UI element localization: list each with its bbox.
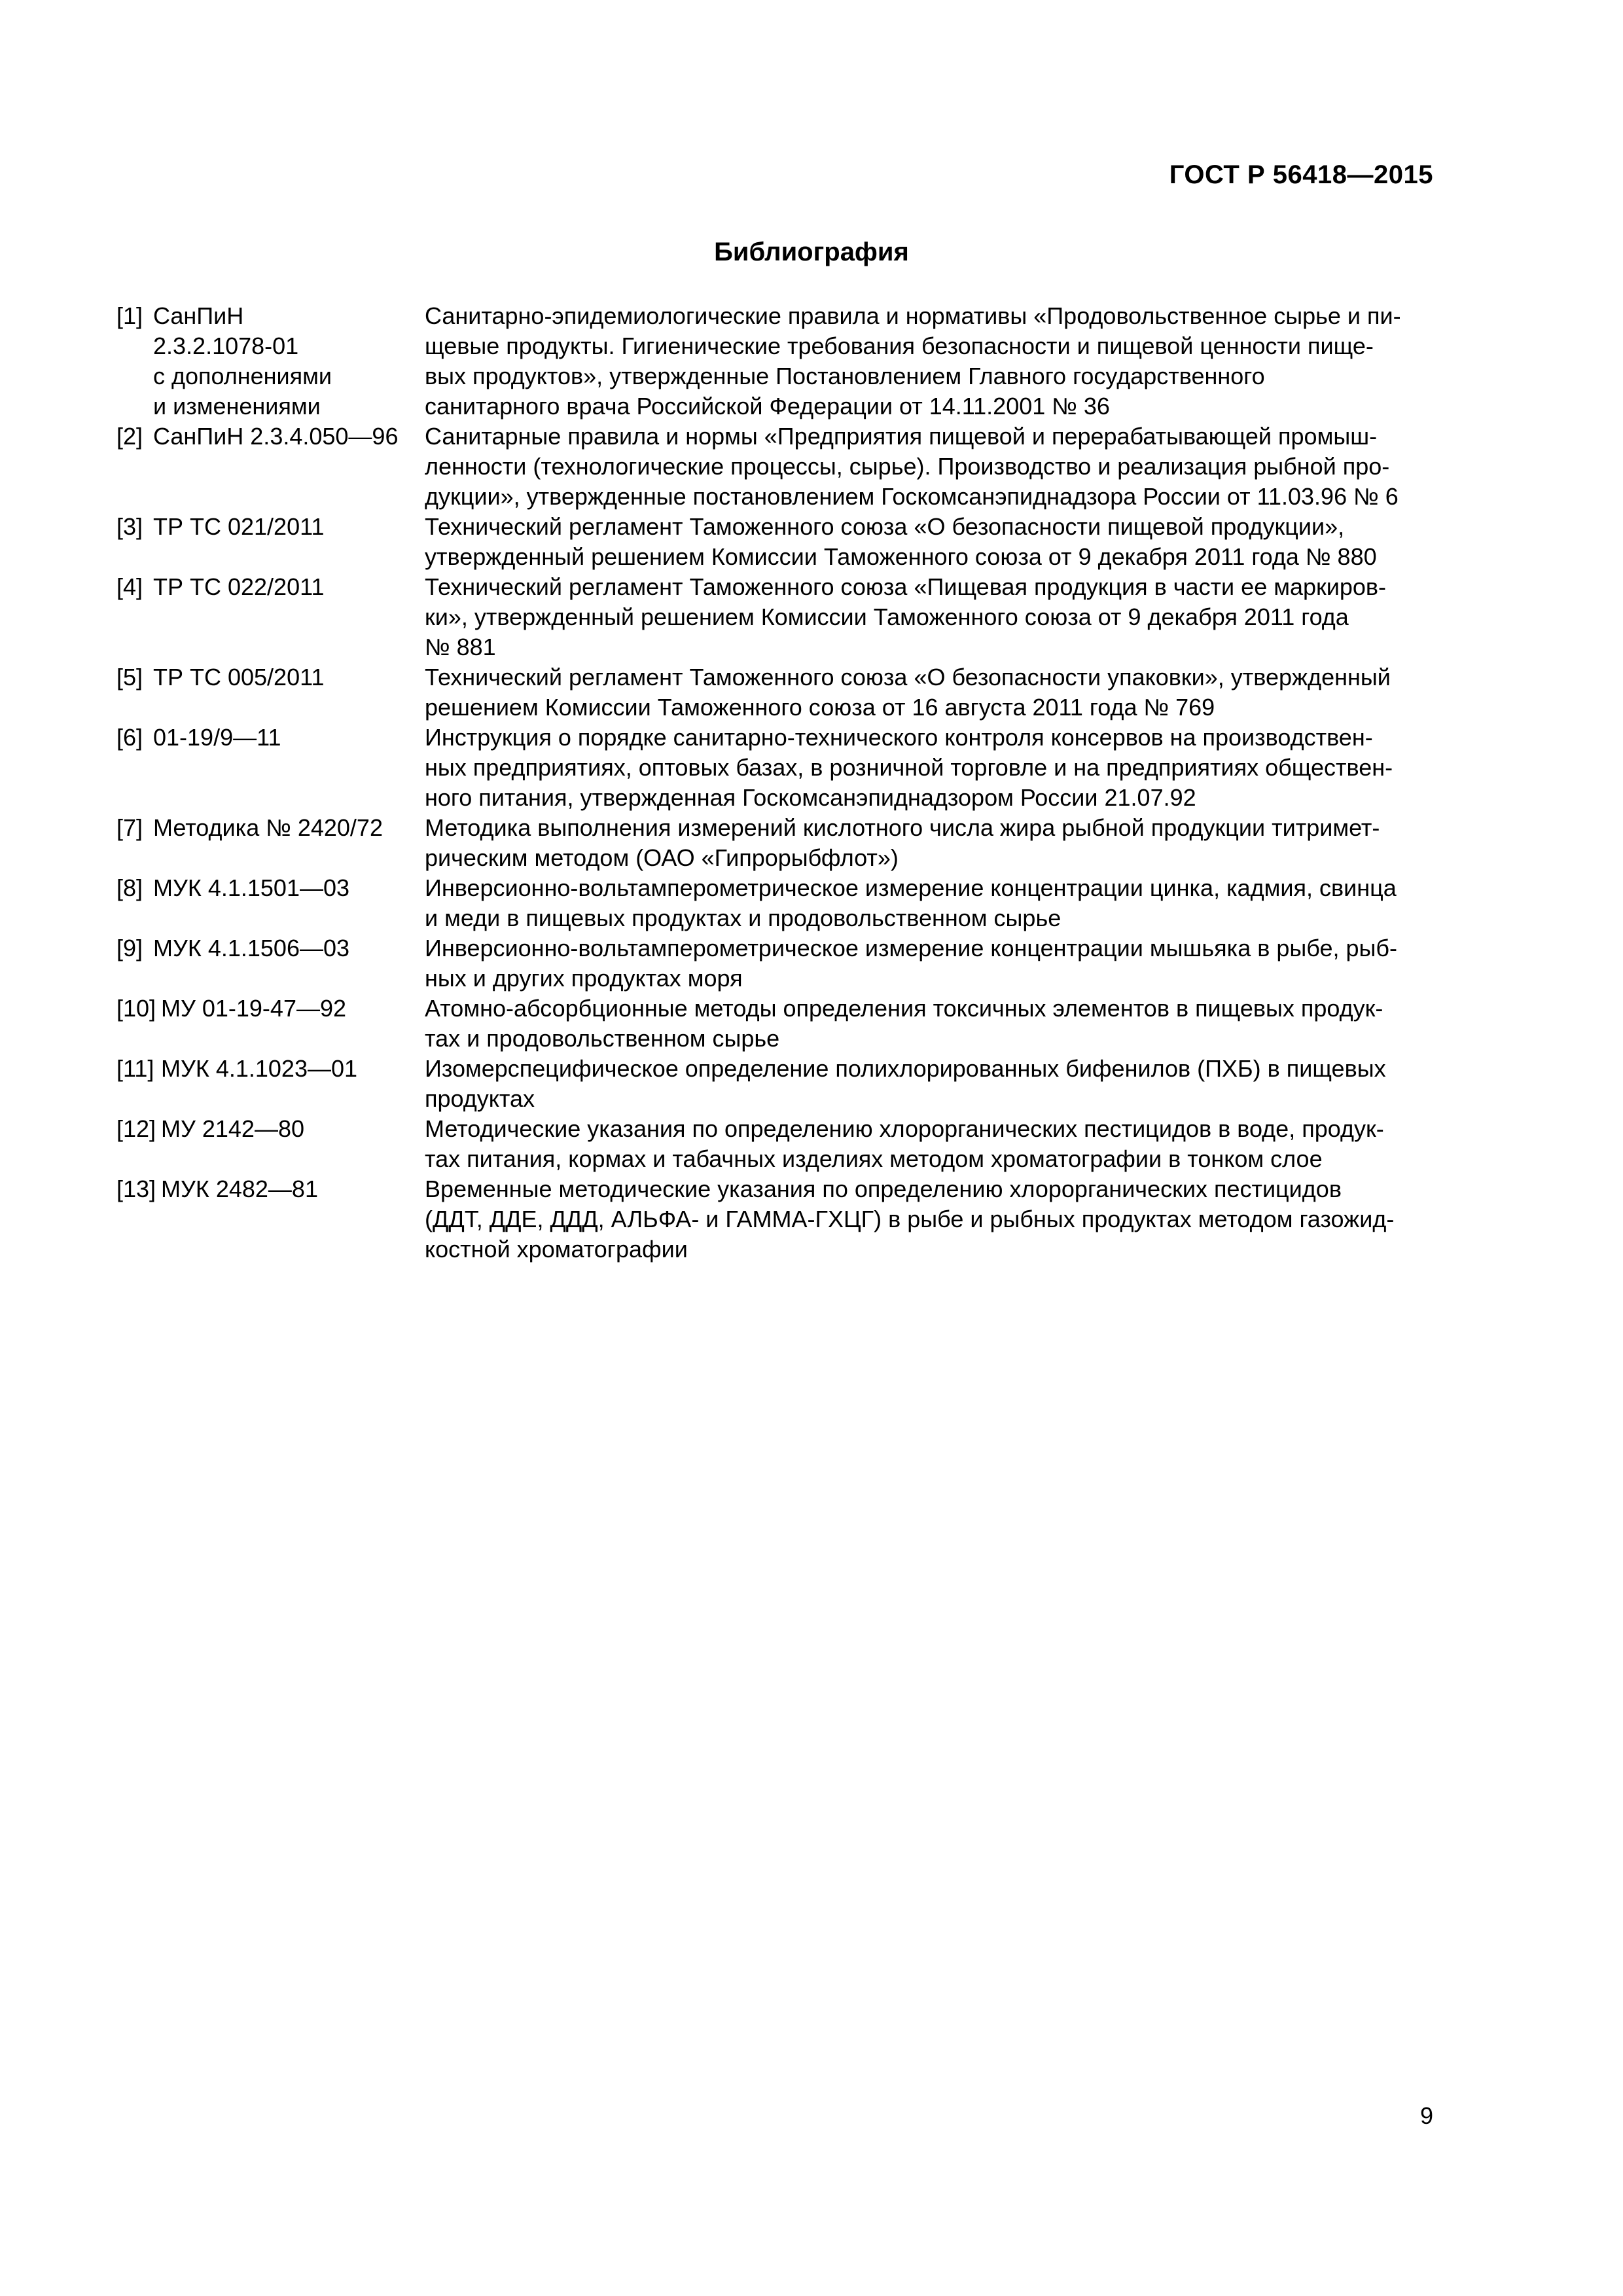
entry-number: [7]: [116, 814, 143, 841]
entry-number: [12]: [116, 1115, 156, 1142]
bibliography-entry: [116, 662, 1445, 723]
entry-number: [13]: [116, 1175, 156, 1202]
entry-description: Атомно-абсорбционные методы определения токсичных элементов в пищевых продук- тах и продовольственном сырье: [425, 995, 1383, 1052]
bibliography-entry: [116, 813, 1445, 873]
entry-designation: МУК 4.1.1023—01: [161, 1055, 358, 1082]
bibliography-entry: [116, 512, 1445, 572]
entry-number: [2]: [116, 423, 143, 450]
entry-number: [10]: [116, 995, 156, 1022]
bibliography-list: [116, 301, 1445, 1265]
entry-description: Технический регламент Таможенного союза «О безопасности пищевой продукции», утвержденный решением Комиссии Таможенного союза от 9 декабря 2011 года № 880: [425, 513, 1377, 570]
entry-description: Технический регламент Таможенного союза «Пищевая продукция в части ее маркиров- ки», утвержденный решением Комиссии Таможенного союза от 9 декабря 2011 года № 881: [425, 573, 1387, 660]
bibliography-entry: [116, 1054, 1445, 1114]
entry-description: Инструкция о порядке санитарно-технического контроля консервов на производствен- ных предприятиях, оптовых базах, в розничной торговле и на предприятиях обществен- ного питания, утвержденная Госкомсанэпиднадзором России 21.07.92: [425, 724, 1393, 811]
entry-description: Инверсионно-вольтамперометрическое измерение концентрации мышьяка в рыбе, рыб- ных и других продуктах моря: [425, 935, 1397, 992]
entry-description: Технический регламент Таможенного союза «О безопасности упаковки», утвержденный решением Комиссии Таможенного союза от 16 августа 2011 года № 769: [425, 664, 1391, 721]
entry-description: Методические указания по определению хлорорганических пестицидов в воде, продук- тах питания, кормах и табачных изделиях методом хроматографии в тонком слое: [425, 1115, 1384, 1172]
entry-description: Методика выполнения измерений кислотного числа жира рыбной продукции титримет- рическим методом (ОАО «Гипрорыбфлот»): [425, 814, 1380, 871]
entry-designation: ТР ТС 022/2011: [153, 573, 325, 600]
bibliography-entry: [116, 301, 1445, 422]
entry-designation: ТР ТС 021/2011: [153, 513, 325, 540]
entry-number: [3]: [116, 513, 143, 540]
entry-designation: Методика № 2420/72: [153, 814, 383, 841]
entry-designation: СанПиН 2.3.4.050—96: [153, 423, 399, 450]
entry-number: [1]: [116, 302, 143, 329]
entry-number: [11]: [116, 1055, 154, 1082]
entry-description: Санитарно-эпидемиологические правила и нормативы «Продовольственное сырье и пи- щевые продукты. Гигиенические требования безопасности и пищевой ценности пище- вых продуктов», утвержденные Постановлением Главного государственного санитарного врача Российской Федерации от 14.11.2001 № 36: [425, 302, 1401, 420]
entry-designation: СанПиН 2.3.2.1078-01 с дополнениями и изменениями: [153, 302, 332, 420]
bibliography-entry: [116, 933, 1445, 994]
entry-number: [8]: [116, 874, 143, 901]
entry-number: [4]: [116, 573, 143, 600]
bibliography-entry: [116, 422, 1445, 512]
entry-description: Временные методические указания по определению хлорорганических пестицидов (ДДТ, ДДЕ, ДДД, АЛЬФА- и ГАММА-ГХЦГ) в рыбе и рыбных продуктах методом газожид- костной хроматографии: [425, 1175, 1395, 1263]
entry-designation: МУ 2142—80: [161, 1115, 304, 1142]
bibliography-entry: [116, 994, 1445, 1054]
bibliography-entry: [116, 723, 1445, 813]
entry-description: Изомерспецифическое определение полихлорированных бифенилов (ПХБ) в пищевых продуктах: [425, 1055, 1386, 1112]
page-title: Библиография: [714, 238, 909, 266]
entry-designation: МУК 2482—81: [161, 1175, 318, 1202]
entry-number: [5]: [116, 664, 143, 691]
entry-number: [6]: [116, 724, 143, 751]
entry-designation: 01-19/9—11: [153, 724, 281, 751]
entry-designation: ТР ТС 005/2011: [153, 664, 325, 691]
bibliography-entry: [116, 873, 1445, 933]
document-code: ГОСТ Р 56418—2015: [1169, 160, 1433, 189]
entry-description: Инверсионно-вольтамперометрическое измерение концентрации цинка, кадмия, свинца и меди в пищевых продуктах и продовольственном сырье: [425, 874, 1397, 931]
bibliography-entry: [116, 1114, 1445, 1174]
entry-designation: МУ 01-19-47—92: [161, 995, 347, 1022]
entry-designation: МУК 4.1.1506—03: [153, 935, 350, 961]
bibliography-entry: [116, 572, 1445, 662]
entry-designation: МУК 4.1.1501—03: [153, 874, 350, 901]
page-number: 9: [1419, 2102, 1433, 2129]
entry-description: Санитарные правила и нормы «Предприятия пищевой и перерабатывающей промыш- ленности (технологические процессы, сырье). Производство и реализация рыбной про- дукции», утвержденные постановлением Госкомсанэпиднадзора России от 11.03.96 № 6: [425, 423, 1399, 510]
entry-number: [9]: [116, 935, 143, 961]
bibliography-entry: [116, 1174, 1445, 1265]
